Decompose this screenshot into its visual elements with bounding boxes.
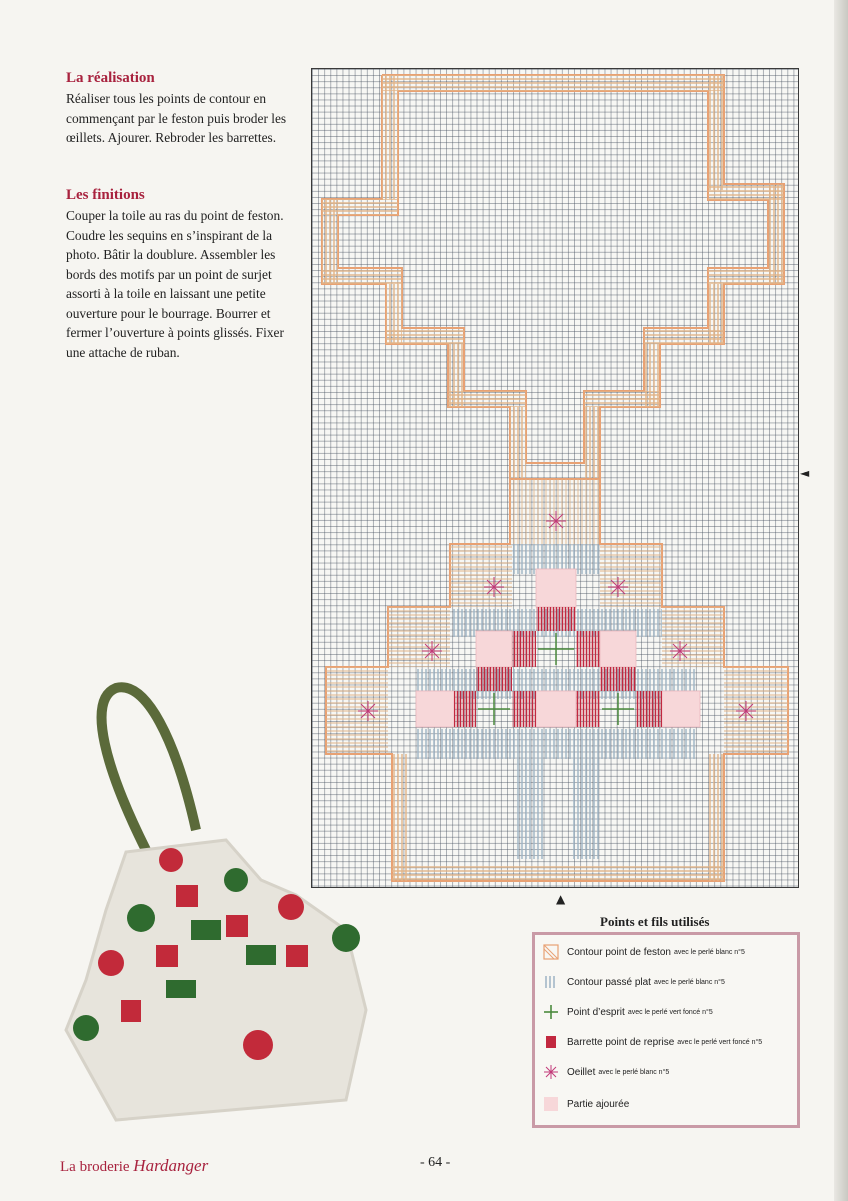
section-finitions (66, 187, 304, 362)
legend-detail: avec le perlé blanc n°5 (673, 948, 745, 956)
woven-bar-icon (543, 1034, 559, 1050)
legend-detail: avec le perlé vert foncé n°5 (627, 1008, 713, 1016)
ribbon-loop (102, 687, 196, 850)
legend-detail: avec le perlé vert foncé n°5 (677, 1038, 763, 1046)
legend-label: Point d’esprit (567, 1006, 625, 1018)
legend-item (543, 1033, 762, 1051)
section-heading: La réalisation (66, 70, 155, 86)
footer-brand (60, 1156, 208, 1176)
legend-detail: avec le perlé blanc n°5 (598, 1068, 670, 1076)
legend-item (543, 973, 725, 991)
section-realisation (66, 70, 304, 148)
section-body: Réaliser tous les points de contour en commençant par le feston puis broder les œillets. Ajourer. Rebroder les barrettes. (66, 91, 287, 145)
legend-item (543, 1063, 669, 1081)
stitch-legend (532, 932, 800, 1128)
dove-eye-stitch-icon (543, 1004, 559, 1020)
satin-stitch-icon (543, 974, 559, 990)
legend-label: Barrette point de reprise (567, 1036, 675, 1048)
section-heading: Les finitions (66, 187, 145, 203)
buttonhole-stitch-icon (543, 944, 559, 960)
legend-label: Partie ajourée (567, 1098, 630, 1110)
legend-detail: avec le perlé blanc n°5 (653, 978, 725, 986)
ornament-photo (46, 680, 376, 1140)
embroidery-chart (311, 68, 799, 888)
legend-item (543, 1003, 713, 1021)
page-edge-shadow (834, 0, 848, 1201)
center-marker-right-icon: ◄ (800, 466, 810, 480)
center-marker-bottom-icon: ▲ (556, 892, 566, 906)
legend-label: Oeillet (567, 1066, 596, 1078)
legend-label: Contour point de feston (567, 946, 671, 958)
legend-label: Contour passé plat (567, 976, 651, 988)
satin-frame-fills (322, 75, 784, 479)
legend-title: Points et fils utilisés (600, 914, 710, 929)
chart-motifs (312, 69, 800, 889)
page-number: - 64 - (420, 1155, 451, 1170)
cutwork-area-icon (543, 1096, 559, 1112)
eyelet-icon (543, 1064, 559, 1080)
ornament-body (66, 840, 366, 1120)
brand-script: Hardanger (133, 1156, 209, 1175)
section-body: Couper la toile au ras du point de feston. Coudre les sequins en s’inspirant de la photo. Bâtir la doublure. Assembler les bords des motifs par un point de surjet assorti à la toile en laissant une petite ouverture pour le bourrage. Bourrer et fermer l’ouverture à points glissés. Fixer une attache de ruban. (66, 208, 284, 360)
legend-item (543, 1095, 629, 1113)
brand-prefix: La broderie (60, 1159, 134, 1175)
legend-item (543, 943, 745, 961)
